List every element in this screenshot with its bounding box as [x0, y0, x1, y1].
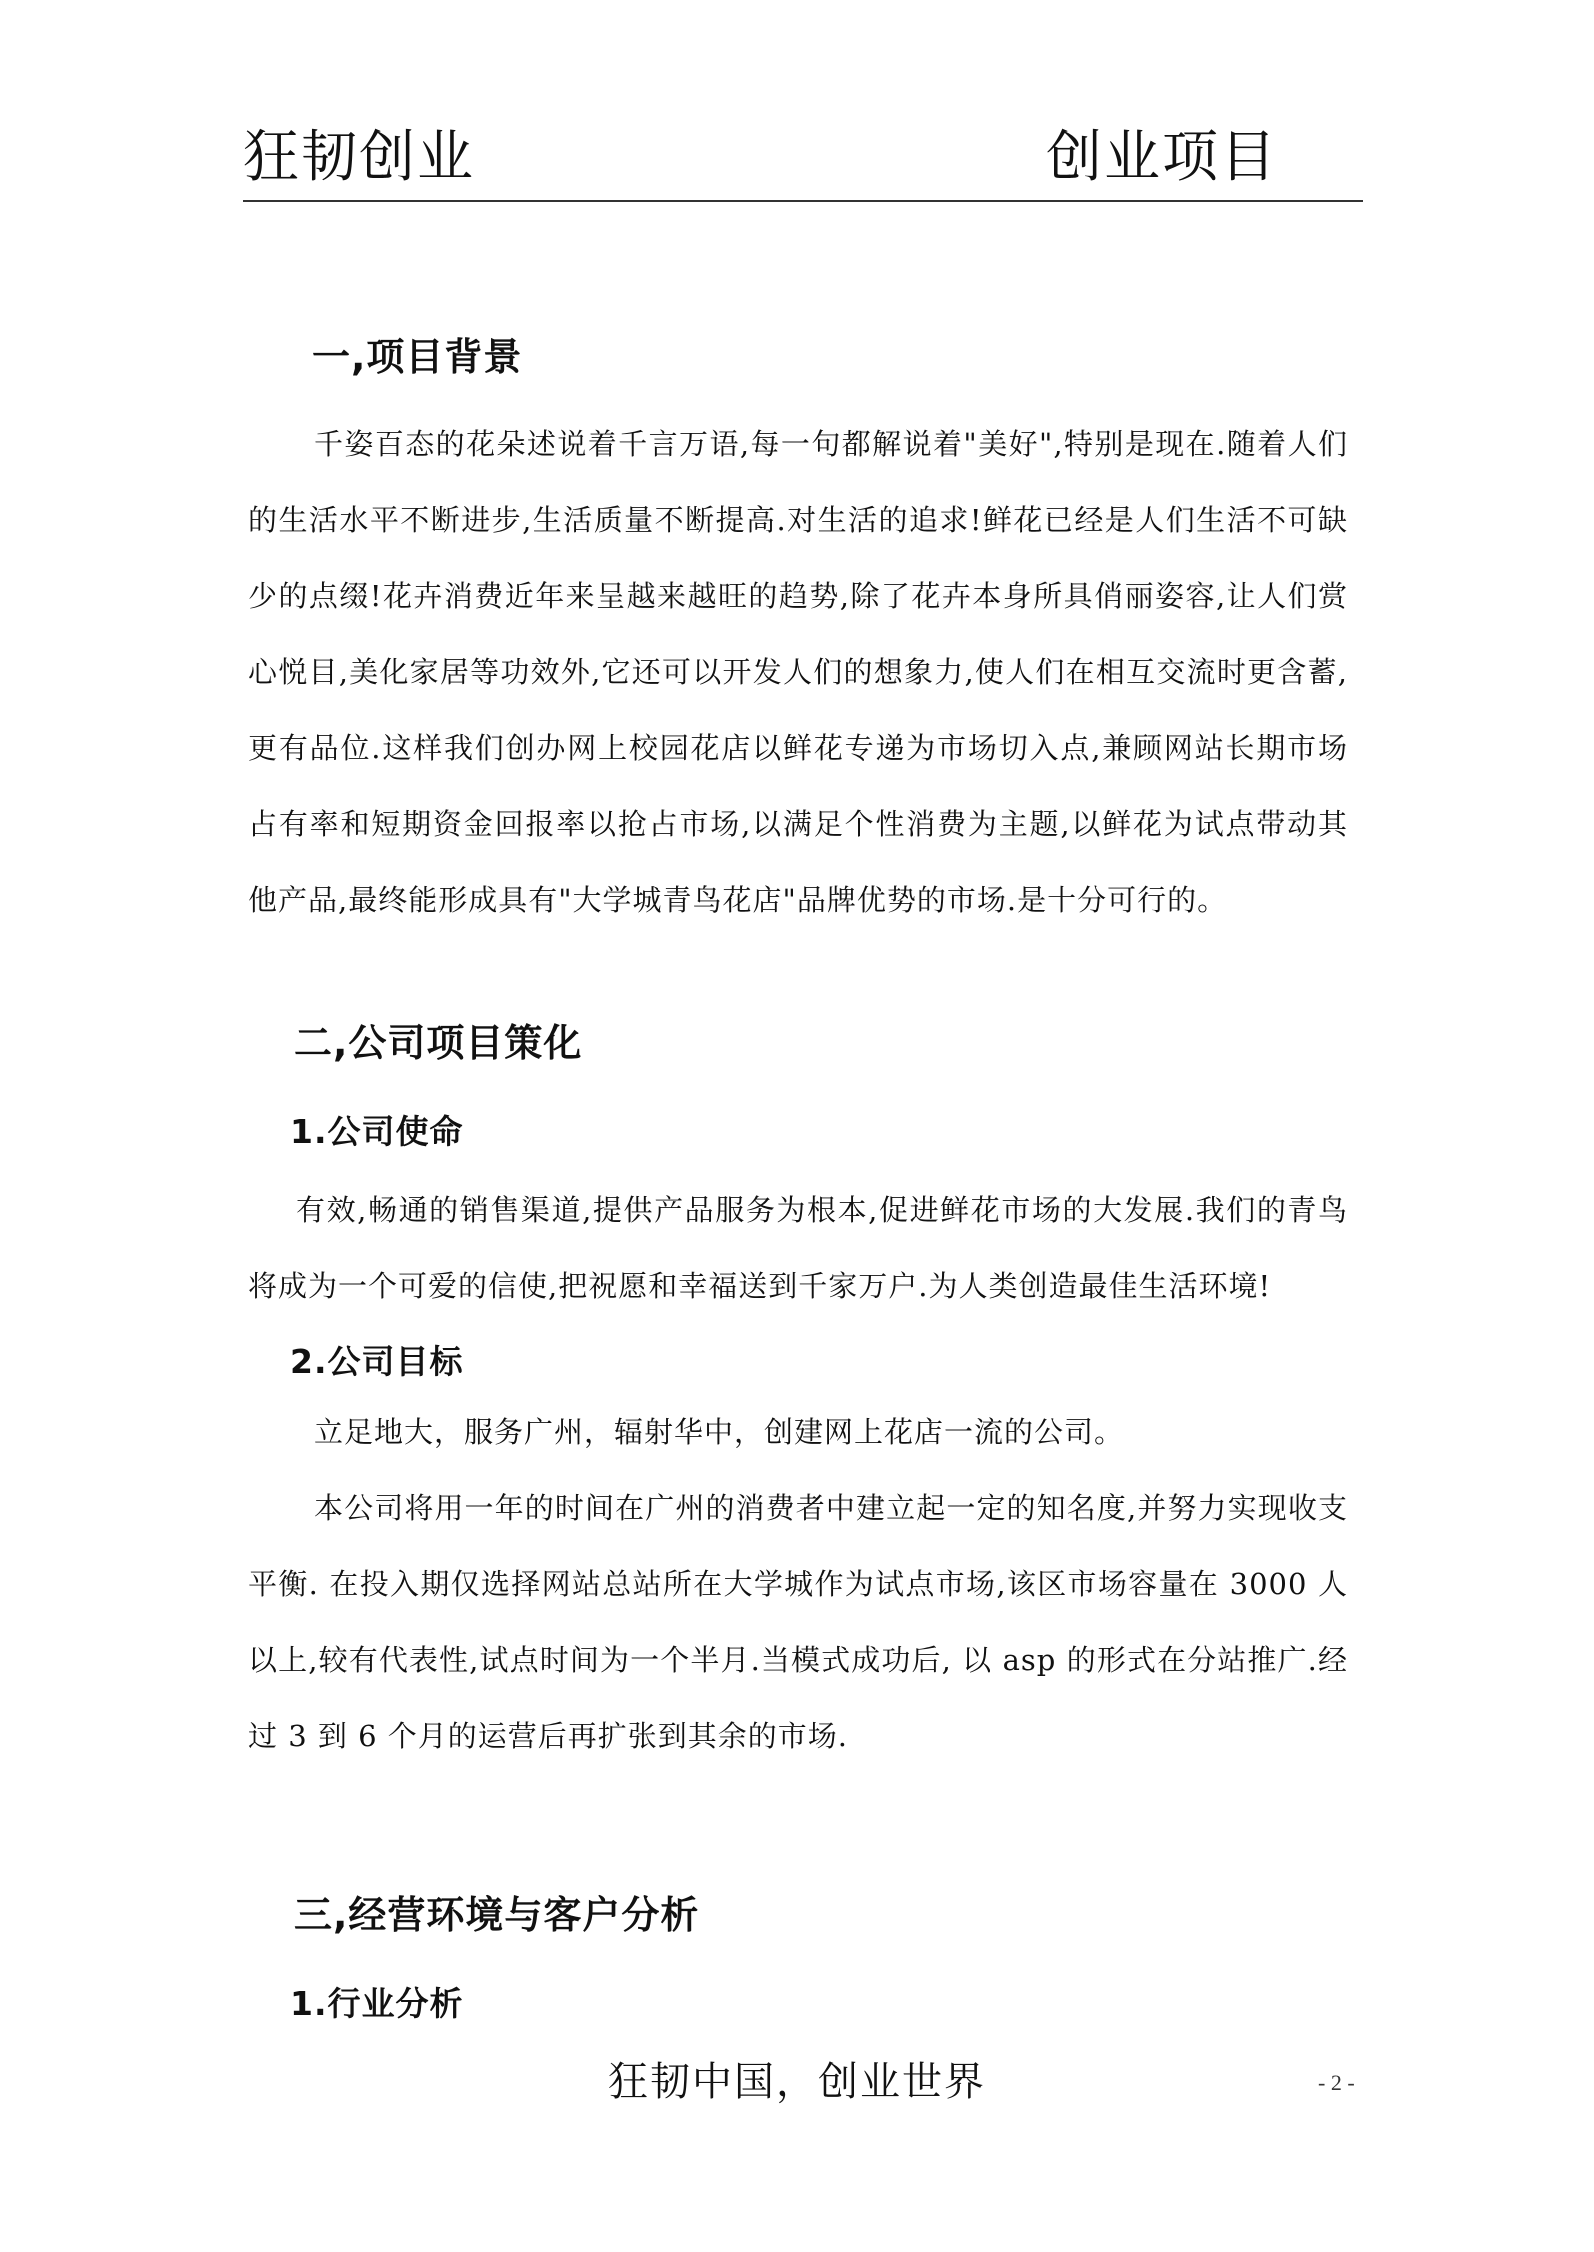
page-footer-slogan: 狂韧中国，创业世界 [608, 2059, 986, 2105]
page-header [243, 118, 1363, 202]
subheading-industry-analysis: 1.行业分析 [290, 1984, 464, 2023]
subheading-goals: 2.公司目标 [290, 1342, 464, 1381]
section-heading-planning: 二,公司项目策化 [294, 1021, 583, 1065]
section-heading-background: 一,项目背景 [312, 335, 523, 379]
section-heading-environment: 三,经营环境与客户分析 [294, 1893, 700, 1937]
section-paragraph-background: 千姿百态的花朵述说着千言万语,每一句都解说着"美好",特别是现在.随着人们的生活水平不断进步,生活质量不断提高.对生活的追求!鲜花已经是人们生活不可缺少的点缀!花卉消费近年来呈越来越旺的趋势,除了花卉本身所具俏丽姿容,让人们赏心悦目,美化家居等功效外,它还可以开发人们的想象力,使人们在相互交流时更含蓄,更有品位.这样我们创办网上校园花店以鲜花专递为市场切入点,兼顾网站长期市场占有率和短期资金回报率以抢占市场,以满足个性消费为主题,以鲜花为试点带动其他产品,最终能形成具有"大学城青鸟花店"品牌优势的市场.是十分可行的。 [248, 427, 1348, 917]
header-right-title: 创业项目 [1046, 125, 1278, 190]
subheading-mission: 1.公司使命 [290, 1112, 464, 1151]
paragraph-goals-summary: 立足地大，服务广州，辐射华中，创建网上花店一流的公司。 [314, 1415, 1125, 1449]
header-left-title: 狂韧创业 [243, 125, 475, 190]
page-number: - 2 - [1318, 2070, 1355, 2095]
paragraph-mission: 有效,畅通的销售渠道,提供产品服务为根本,促进鲜花市场的大发展.我们的青鸟将成为一个可爱的信使,把祝愿和幸福送到千家万户.为人类创造最佳生活环境! [248, 1193, 1348, 1303]
paragraph-goals-detail: 本公司将用一年的时间在广州的消费者中建立起一定的知名度,并努力实现收支平衡. 在投入期仅选择网站总站所在大学城作为试点市场,该区市场容量在 3000 人以上,较有代表性,试点时间为一个半月.当模式成功后, 以 asp 的形式在分站推广.经过 3 到 6 个月的运营后再扩张到其余的市场. [248, 1491, 1348, 1753]
